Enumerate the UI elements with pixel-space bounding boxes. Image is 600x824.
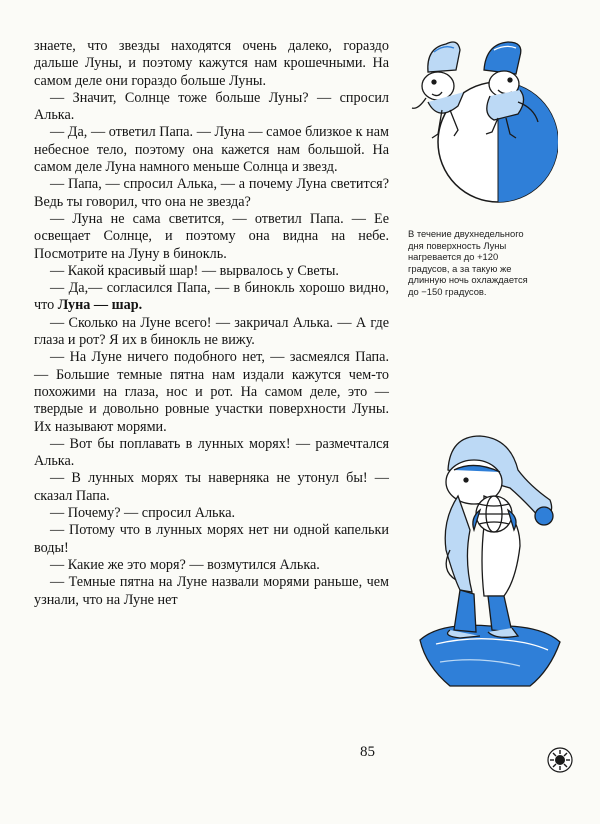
paragraph: — Вот бы поплавать в лунных морях! — размечтался Алька. [34,435,389,470]
caption-line: В течение двухнедельного [408,228,524,239]
paragraph: — Какие же это моря? — возмутился Алька. [50,556,320,573]
caption-line: длинную ночь охлаждается [408,274,528,286]
caption-line: градусов, а за такую же [408,262,512,274]
paragraph: — Луна не сама светится, — ответил Папа. — Ее освещает Солнце, и поэтому она видна на небе. Посмотрите на Луну в бинокль. [34,210,389,262]
paragraph: — На Луне ничего подобного нет, — засмеялся Папа. — Большие темные пятна нам издали кажутся чем-то похожими на глаза, нос и рот. На самом деле, это — твердые и довольно ровные участки поверхности Луны. Их называют морями. [34,349,389,435]
moon-temperature-caption [408,228,566,298]
caption-line: до −150 градусов. [408,285,487,297]
sun-icon [546,746,574,774]
paragraph: — Сколько на Луне всего! — закричал Алька. — А где глаза и рот? Я их в бинокль не вижу. [34,314,389,349]
paragraph [34,280,389,315]
paragraph: — Какой красивый шар! — вырвалось у Светы. [50,262,339,279]
paragraph: знаете, что звезды находятся очень далеко, гораздо дальше Луны, и поэтому кажутся нам крошечными. На самом деле они гораздо больше Луны. [34,38,389,89]
caption-line: нагревается до +120 [408,251,499,263]
paragraph: — В лунных морях ты наверняка не утонул бы! — сказал Папа. [34,470,389,504]
paragraph: — Потому что в лунных морях нет ни одной капельки воды! [34,522,389,556]
paragraph: — Темные пятна на Луне назвали морями раньше, чем узнали, что на Луне нет [34,574,389,608]
gnome-figure [445,436,553,638]
paragraph: — Папа, — спросил Алька, — а почему Луна светится? Ведь ты говорил, что она не звезда? [34,176,389,210]
emphasized-text: Луна — шар. [57,297,143,314]
paragraph-text: — Да,— согласился Папа, — в бинокль хорошо видно, что [34,280,389,314]
paragraph: — Почему? — спросил Алька. [50,505,236,522]
page-number: 85 [360,744,375,760]
paragraph: — Да, — ответил Папа. — Луна — самое близкое к нам небесное тело, поэтому она кажется нам большой. На самом деле Луна намного меньше Солнца и звезд. [34,124,389,176]
moon-gnomes-illustration [398,30,558,210]
body-text [34,38,389,609]
gnome-with-globe-illustration [400,430,575,690]
paragraph: — Значит, Солнце тоже больше Луны? — спросил Алька. [34,89,389,124]
caption-line: дня поверхность Луны [408,239,507,251]
